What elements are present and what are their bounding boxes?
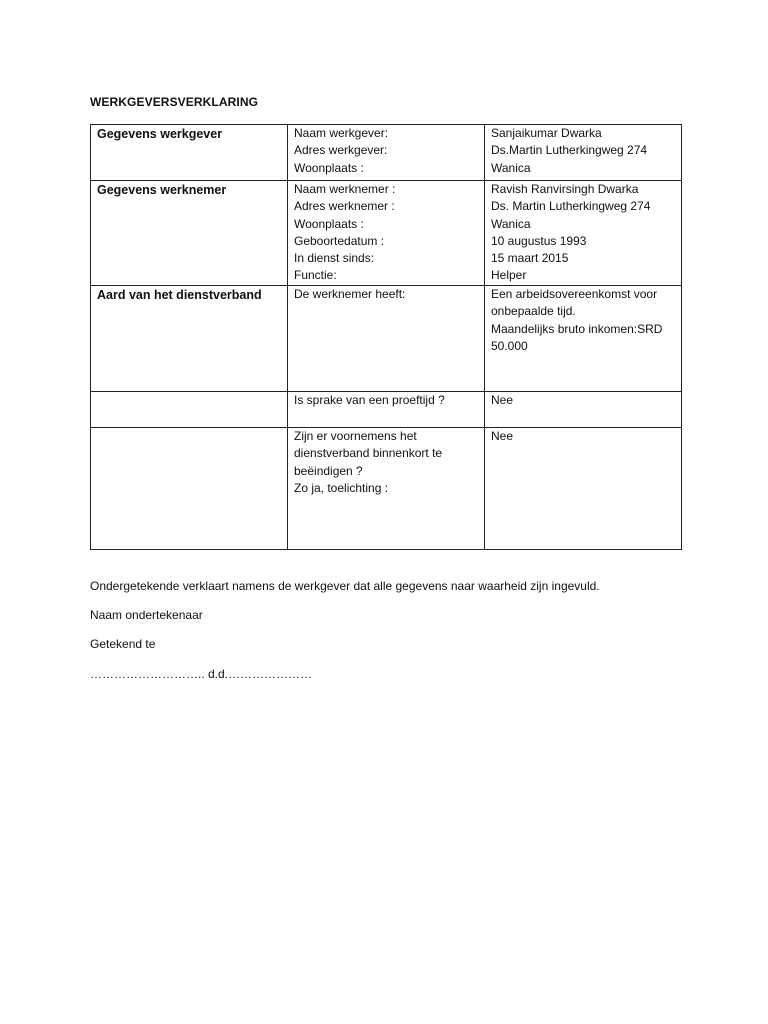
- value-probation: Nee: [491, 393, 514, 407]
- value-employer-residence: Wanica: [491, 160, 531, 175]
- document-title: WERKGEVERSVERKLARING: [90, 95, 259, 109]
- values-cell-employment: [485, 286, 682, 392]
- labels-cell-employee: [288, 181, 485, 286]
- values-cell-employer: [485, 125, 682, 181]
- values-cell-employee: [485, 181, 682, 286]
- section-cell-probation: [91, 392, 288, 428]
- label-employee-birthdate: Geboortedatum :: [294, 233, 385, 248]
- section-cell-employment: [91, 286, 288, 392]
- labels-cell-termination: [288, 428, 485, 550]
- section-cell-termination: [91, 428, 288, 550]
- section-cell-employee: [91, 181, 288, 286]
- table-row-termination: [91, 428, 682, 550]
- value-employee-function: Helper: [491, 268, 527, 283]
- value-employer-name: Sanjaikumar Dwarka: [491, 126, 602, 140]
- date-signature-line: ……………………….. d.d.…………………: [90, 667, 313, 681]
- value-employee-residence: Wanica: [491, 216, 531, 231]
- label-employer-residence: Woonplaats :: [294, 160, 364, 175]
- section-heading-employer: Gegevens werkgever: [97, 127, 223, 141]
- value-employee-address: Ds. Martin Lutherkingweg 274: [491, 199, 651, 214]
- values-cell-probation: [485, 392, 682, 428]
- label-termination-line-3: beëindigen ?: [294, 463, 363, 478]
- value-employer-address: Ds.Martin Lutherkingweg 274: [491, 143, 648, 158]
- value-employment-line-1: Een arbeidsovereenkomst voor: [491, 287, 658, 301]
- label-employer-address: Adres werkgever:: [294, 143, 388, 158]
- label-termination-line-2: dienstverband binnenkort te: [294, 446, 443, 461]
- value-employee-birthdate: 10 augustus 1993: [491, 233, 587, 248]
- value-employee-start-date: 15 maart 2015: [491, 251, 569, 266]
- employer-statement-table: [90, 124, 682, 550]
- declaration-text: Ondergetekende verklaart namens de werkgever dat alle gegevens naar waarheid zijn ingevuld.: [90, 579, 600, 593]
- label-employment: De werknemer heeft:: [294, 287, 406, 301]
- values-cell-termination: [485, 428, 682, 550]
- section-heading-employment: Aard van het dienstverband: [97, 288, 262, 302]
- label-employee-start-date: In dienst sinds:: [294, 251, 375, 266]
- signer-name-label: Naam ondertekenaar: [90, 608, 203, 622]
- table-row-employee: [91, 181, 682, 286]
- label-employer-name: Naam werkgever:: [294, 126, 389, 140]
- value-termination: Nee: [491, 429, 514, 443]
- label-employee-name: Naam werknemer :: [294, 182, 396, 196]
- labels-cell-employment: [288, 286, 485, 392]
- section-heading-employee: Gegevens werknemer: [97, 183, 227, 197]
- table-row-employer: [91, 125, 682, 181]
- label-termination-line-1: Zijn er voornemens het: [294, 429, 417, 443]
- label-termination-line-4: Zo ja, toelichting :: [294, 480, 389, 495]
- labels-cell-employer: [288, 125, 485, 181]
- label-employee-function: Functie:: [294, 268, 337, 283]
- label-probation: Is sprake van een proeftijd ?: [294, 393, 445, 407]
- table-row-employment: [91, 286, 682, 392]
- labels-cell-probation: [288, 392, 485, 428]
- section-cell-employer: [91, 125, 288, 181]
- value-employment-line-4: 50.000: [491, 338, 528, 353]
- table-row-probation: [91, 392, 682, 428]
- label-employee-address: Adres werknemer :: [294, 199, 395, 214]
- value-employment-line-2: onbepaalde tijd.: [491, 304, 576, 319]
- signed-at-label: Getekend te: [90, 637, 156, 651]
- value-employment-line-3: Maandelijks bruto inkomen:SRD: [491, 321, 663, 336]
- value-employee-name: Ravish Ranvirsingh Dwarka: [491, 182, 639, 196]
- label-employee-residence: Woonplaats :: [294, 216, 364, 231]
